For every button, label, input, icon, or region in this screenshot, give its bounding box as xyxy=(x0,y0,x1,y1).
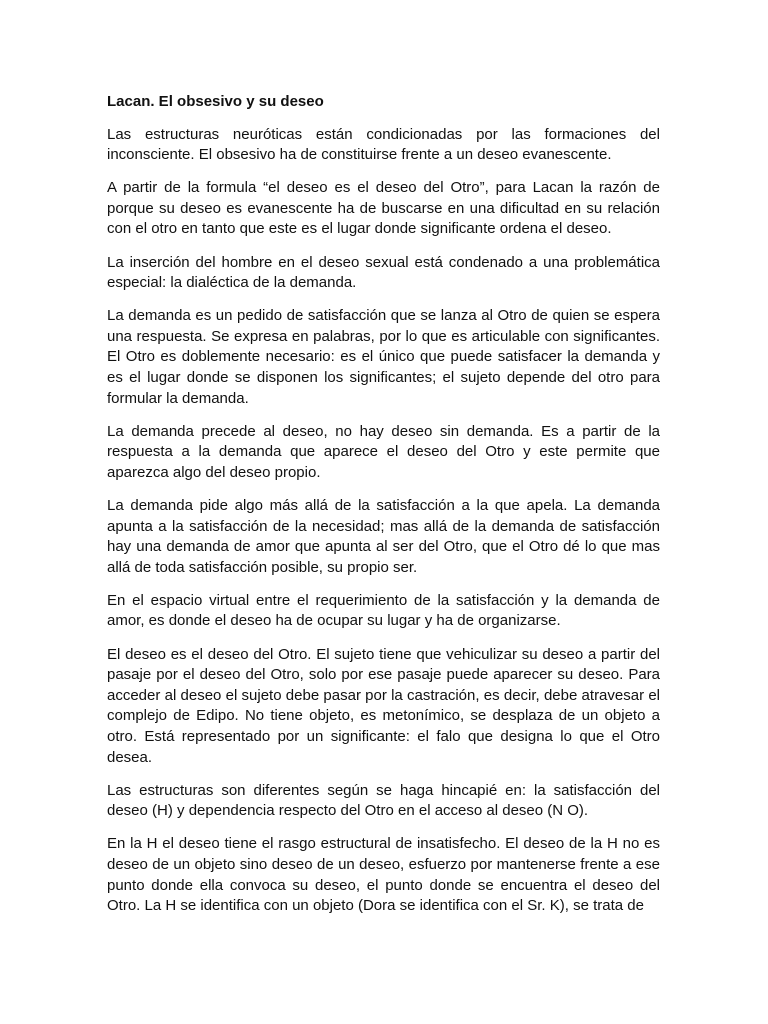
paragraph-8: El deseo es el deseo del Otro. El sujeto tiene que vehiculizar su deseo a partir del pasaje por el deseo del Otro, solo por ese pasaje puede aparecer su deseo. Para acceder al deseo el sujeto debe pasar por la castración, es decir, debe atravesar el complejo de Edipo. No tiene objeto, es metonímico, se desplaza de un objeto a otro. Está representado por un significante: el falo que designa lo que el Otro desea. xyxy=(107,645,660,766)
paragraph-6: La demanda pide algo más allá de la satisfacción a la que apela. La demanda apunta a la satisfacción de la necesidad; mas allá de la demanda de satisfacción hay una demanda de amor que apunta al ser del Otro, que el Otro dé lo que mas allá de toda satisfacción posible, su propio ser. xyxy=(107,497,660,576)
paragraph-2: A partir de la formula “el deseo es el deseo del Otro”, para Lacan la razón de porque su deseo es evanescente ha de buscarse en una dificultad en su relación con el otro en tanto que este es el lugar donde significante ordena el deseo. xyxy=(107,179,660,238)
paragraph-4: La demanda es un pedido de satisfacción que se lanza al Otro de quien se espera una respuesta. Se expresa en palabras, por lo que es articulable con significantes. El Otro es doblemente necesario: es el único que puede satisfacer la demanda y es el lugar donde se disponen los significantes; el sujeto depende del otro para formular la demanda. xyxy=(107,307,660,407)
paragraph-10: En la H el deseo tiene el rasgo estructural de insatisfecho. El deseo de la H no es deseo de un objeto sino deseo de un deseo, esfuerzo por mantenerse frente a ese punto donde ella convoca su deseo, el punto donde se encuentra el deseo del Otro. La H se identifica con un objeto (Dora se identifica con el Sr. K), se trata de xyxy=(107,835,660,915)
paragraph-3: La inserción del hombre en el deseo sexual está condenado a una problemática especial: la dialéctica de la demanda. xyxy=(107,253,660,292)
paragraph-1: Las estructuras neuróticas están condicionadas por las formaciones del inconsciente. El obsesivo ha de constituirse frente a un deseo evanescente. xyxy=(107,125,660,164)
document-title: Lacan. El obsesivo y su deseo xyxy=(107,93,324,110)
paragraph-7: En el espacio virtual entre el requerimiento de la satisfacción y la demanda de amor, es donde el deseo ha de ocupar su lugar y ha de organizarse. xyxy=(107,591,660,630)
paragraph-5: La demanda precede al deseo, no hay deseo sin demanda. Es a partir de la respuesta a la demanda que aparece el deseo del Otro y este permite que aparezca algo del deseo propio. xyxy=(107,422,660,481)
paragraph-9: Las estructuras son diferentes según se haga hincapié en: la satisfacción del deseo (H) y dependencia respecto del Otro en el acceso al deseo (N O). xyxy=(107,781,660,820)
document-body xyxy=(107,92,660,929)
